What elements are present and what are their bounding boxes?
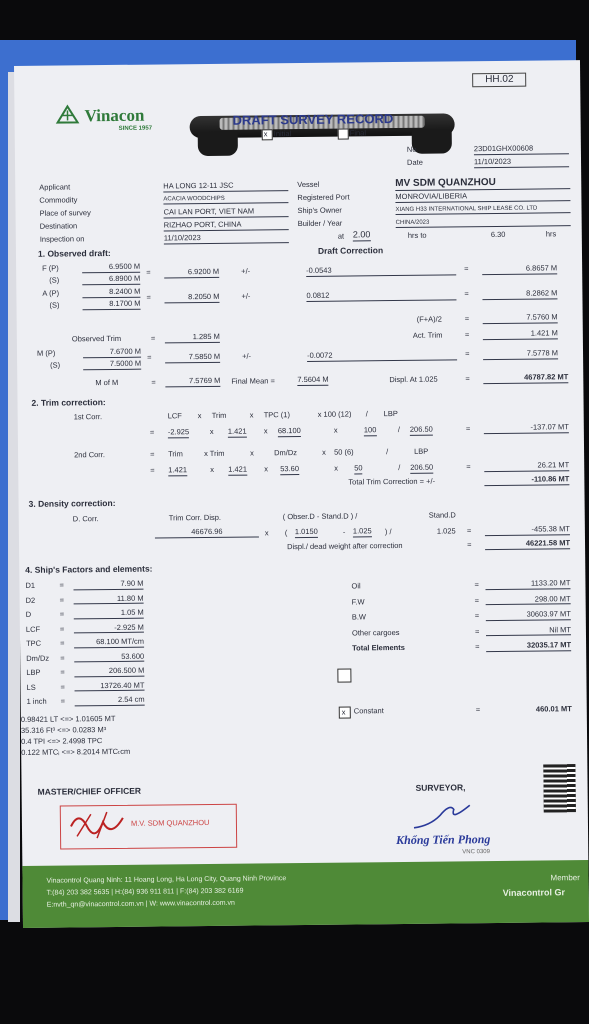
constant-check-mark: x (341, 707, 346, 717)
factor-label: D1 (25, 580, 36, 590)
f-correction-value: -0.0543 (306, 265, 456, 276)
conversion-row: 0.4 TPI <=> 2.4998 TPC (21, 736, 103, 746)
a-correction-value: 0.0812 (306, 290, 456, 301)
m-pm: +/- (242, 351, 252, 361)
dcorr-label: D. Corr. (72, 514, 99, 524)
first-corr-header-term: x (249, 410, 254, 420)
total-trim-value: -110.86 MT (484, 475, 569, 485)
footer-phone: T:(84) 203 382 5635 | H:(84) 936 911 811 | F:(84) 203 382 6169 (46, 887, 244, 897)
as-label: (S) (49, 300, 60, 310)
vessel-value: MV SDM QUANZHOU (395, 177, 570, 191)
a-pm: +/- (241, 291, 251, 301)
applicant-label: Applicant (39, 182, 71, 192)
first-corr-value-term: x (263, 426, 268, 436)
second-corr-value-term: x (210, 464, 215, 474)
second-corr-value-term: 206.50 (410, 462, 434, 472)
commodity-value: ACACIA WOODCHIPS (163, 195, 288, 204)
trim-disp-label: Trim Corr. Disp. (168, 512, 222, 523)
factor-value: -2.925 M (74, 623, 144, 633)
density-x: x (264, 528, 269, 538)
factor-eq: = (60, 653, 65, 663)
constant-value: 460.01 MT (535, 704, 572, 714)
factor-eq: = (60, 682, 65, 692)
fa2-value: 7.5760 M (483, 313, 558, 323)
ms-label: (S) (50, 360, 61, 370)
c1-eq: = (149, 427, 155, 437)
first-corr-header-term: / (365, 409, 368, 419)
m-res-eq: = (464, 349, 470, 359)
factor-eq: = (60, 696, 66, 706)
doc-code: HH.02 (472, 73, 527, 88)
obs-trim-eq: = (150, 333, 156, 343)
total-elements-value: 32035.17 MT (486, 641, 571, 651)
master-signature-icon (67, 808, 127, 845)
at-label: at (337, 231, 345, 241)
f-mean-value: 6.9200 M (164, 268, 219, 278)
first-corr-value-term: -2.925 (167, 427, 190, 437)
element-value: 298.00 MT (486, 595, 571, 605)
element-label: F.W (351, 596, 365, 606)
factor-label: LS (26, 682, 36, 692)
mofm-value: 7.5769 M (165, 377, 220, 387)
factor-value: 7.90 M (73, 580, 143, 590)
displ-after-eq: = (466, 540, 472, 550)
first-corr-result: -137.07 MT (484, 423, 569, 433)
destination-label: Destination (39, 221, 78, 231)
first-corr-header-term: LBP (383, 408, 398, 419)
first-corr-header-term: x (197, 411, 202, 421)
vessel-label: Vessel (297, 179, 320, 190)
second-corr-header-term: 50 (6) (334, 447, 354, 457)
f-result-value: 6.8657 M (482, 264, 557, 274)
final-checkbox[interactable] (338, 128, 349, 139)
factor-label: D2 (25, 595, 36, 605)
second-corr-header-term: x (322, 447, 326, 457)
ms-value: 7.5000 M (83, 360, 141, 370)
second-corr-header-term: / (386, 447, 389, 457)
act-trim-eq: = (464, 330, 470, 340)
second-corr-value-term: 50 (354, 463, 363, 473)
builder-value: CHINA/2023 (396, 218, 571, 228)
standard-density: 1.025 (352, 526, 372, 536)
first-corr-value-term: 68.100 (277, 426, 301, 436)
qr-code-icon (543, 764, 576, 812)
fs-value: 6.8900 M (82, 275, 140, 285)
total-elements-eq: = (475, 642, 480, 652)
footer-member: Member (550, 873, 580, 883)
at-value: 2.00 (352, 229, 371, 240)
first-corr-value-term: 206.50 (409, 424, 433, 434)
total-elements-label: Total Elements (352, 642, 405, 653)
c2-head-eq: = (150, 449, 155, 459)
commodity-label: Commodity (39, 195, 78, 205)
footer-office: Vinacontrol Quang Ninh: 11 Hoang Long, Ha Long City, Quang Ninh Province (46, 875, 287, 885)
c2-res-eq: = (466, 462, 471, 472)
factor-eq: = (59, 580, 64, 590)
form-title: DRAFT SURVEY RECORD (232, 111, 394, 128)
density-formula-header: ( Obser.D - Stand.D ) / (282, 511, 358, 522)
owner-value: XIANG H33 INTERNATIONAL SHIP LEASE CO. LTD (395, 205, 570, 215)
brand-name: Vinacon (84, 105, 145, 126)
owner-label: Ship's Owner (297, 205, 342, 216)
displ-value: 46787.82 MT (483, 373, 568, 383)
first-corr-value-term: / (397, 424, 400, 435)
stamp-text: M.V. SDM QUANZHOU (130, 817, 210, 828)
final-mean-value: 7.5604 M (297, 374, 329, 385)
ap-value: 8.2400 M (82, 288, 140, 298)
factor-eq: = (59, 624, 65, 634)
constant-eq: = (475, 705, 481, 715)
mofm-eq: = (151, 377, 156, 387)
date-value: 11/10/2023 (474, 157, 569, 167)
factor-label: LCF (25, 624, 41, 634)
fs-label: (S) (49, 275, 60, 285)
f-eq: = (146, 267, 151, 277)
hrs-label: hrs (545, 229, 557, 239)
to-value: 6.30 (490, 229, 506, 240)
displ-label: Displ. At 1.025 (389, 374, 438, 385)
footer-group: Vinacontrol Gr (502, 887, 566, 898)
trim-correction-title: 2. Trim correction: (31, 397, 106, 408)
factor-label: Dm/Dz (26, 653, 50, 663)
second-corr-header-term: LBP (414, 446, 429, 456)
first-corr-value-term: x (333, 425, 338, 435)
footer-bar (22, 860, 589, 928)
final-label: Final (349, 128, 367, 138)
conversion-row: 0.122 MTCᵢ <=> 8.2014 MTCₜcm (21, 746, 131, 757)
density-result: -455.38 MT (485, 525, 570, 535)
no-label: No (406, 144, 417, 154)
element-value: 1133.20 MT (485, 579, 570, 589)
inspection-label: Inspection on (39, 234, 85, 244)
second-corr-value-term: 1.421 (228, 464, 248, 474)
factor-value: 1.05 M (74, 609, 144, 619)
factor-value: 13726.40 MT (74, 681, 144, 691)
surveyor-code: VNC 0309 (462, 849, 490, 856)
factor-value: 206.500 M (74, 667, 144, 677)
factor-label: 1 inch (26, 696, 47, 706)
total-trim-label: Total Trim Correction = +/- (348, 476, 436, 487)
blank-checkbox[interactable] (337, 669, 351, 683)
mp-value: 7.6700 M (83, 348, 141, 358)
a-mean-value: 8.2050 M (164, 293, 219, 303)
second-corr-header-term: x (250, 448, 254, 458)
conversion-row: 35.316 Ft³ <=> 0.0283 M³ (20, 725, 107, 735)
density-correction-title: 3. Density correction: (28, 497, 116, 509)
a-eq: = (146, 292, 151, 302)
element-label: B.W (351, 612, 367, 622)
element-label: Oil (351, 581, 361, 591)
density-eq: = (466, 526, 472, 536)
observed-draft-title: 1. Observed draft: (37, 247, 111, 259)
as-value: 8.1700 M (82, 300, 140, 310)
second-corr-value-term: 1.421 (168, 465, 188, 475)
second-corr-value-term: x (334, 463, 339, 473)
brand-since: SINCE 1957 (118, 125, 153, 132)
master-label: MASTER/CHIEF OFFICER (37, 785, 142, 797)
fp-label: F (P) (42, 263, 59, 273)
hrs-to-label: hrs to (407, 230, 427, 240)
first-corr-value-term: x (209, 426, 214, 436)
second-corr-header-term: x Trim (204, 448, 225, 459)
f-pm: +/- (241, 266, 251, 276)
observed-density: 1.0150 (294, 526, 318, 537)
factor-eq: = (59, 609, 65, 619)
initial-check-mark: x (263, 129, 268, 139)
first-corr-header-term: TPC (1) (263, 410, 290, 420)
builder-label: Builder / Year (297, 218, 343, 229)
element-value: 30603.97 MT (486, 610, 571, 620)
surveyor-name: Khổng Tiến Phong (396, 832, 491, 848)
ap-label: A (P) (42, 288, 60, 298)
obs-trim-label: Observed Trim (71, 333, 122, 344)
second-corr-header-term: Dm/Dz (274, 448, 298, 458)
m-mean-value: 7.5850 M (165, 353, 220, 363)
m-result-value: 7.5778 M (483, 349, 558, 359)
displ-after-value: 46221.58 MT (485, 539, 570, 549)
second-corr-label: 2nd Corr. (74, 450, 105, 460)
first-corr-header-term: LCF (167, 411, 182, 421)
constant-checkbox[interactable] (339, 707, 351, 719)
factor-label: TPC (26, 638, 42, 648)
element-eq: = (474, 611, 480, 621)
element-eq: = (474, 595, 480, 605)
fa2-eq: = (464, 314, 470, 324)
m-eq: = (147, 352, 152, 362)
first-corr-value-term: 100 (363, 425, 377, 435)
second-corr-header-term: Trim (168, 449, 183, 459)
element-eq: = (474, 580, 479, 590)
factor-label: LBP (26, 667, 41, 677)
applicant-value: HA LONG 12-11 JSC (163, 181, 288, 192)
surveyor-label: SURVEYOR, (415, 782, 466, 793)
c2-eq: = (150, 465, 155, 475)
element-eq: = (474, 626, 480, 636)
final-mean-label: Final Mean = (231, 376, 275, 386)
port-value: MONROVIA/LIBERIA (395, 191, 570, 202)
density-open-paren: ( (284, 528, 288, 538)
surveyor-signature-icon (410, 797, 480, 834)
second-corr-result: 26.21 MT (484, 461, 569, 471)
vinacontrol-logo-icon (56, 105, 78, 123)
factor-label: D (25, 609, 32, 619)
trim-disp-value: 46676.96 (155, 527, 259, 538)
first-corr-header-term: x 100 (12) (317, 409, 352, 419)
first-corr-header-term: Trim (211, 410, 227, 420)
second-corr-value-term: 53.60 (280, 464, 300, 474)
a-res-eq: = (464, 289, 469, 299)
factor-value: 11.80 M (74, 594, 144, 604)
vessel-stamp (60, 804, 237, 850)
mp-label: M (P) (36, 348, 56, 358)
fp-value: 6.9500 M (82, 263, 140, 273)
obs-trim-value: 1.285 M (165, 333, 220, 343)
element-label: Other cargoes (351, 627, 400, 637)
place-label: Place of survey (39, 208, 91, 218)
factor-value: 68.100 MT/cm (74, 638, 144, 648)
factor-value: 53.600 (74, 652, 144, 662)
factor-eq: = (60, 667, 65, 677)
standard-density-2: 1.025 (436, 526, 456, 536)
act-trim-value: 1.421 M (483, 329, 558, 339)
density-minus: - (342, 527, 346, 537)
density-close-paren: ) / (384, 527, 392, 537)
place-value: CAI LAN PORT, VIET NAM (163, 207, 288, 218)
factor-value: 2.54 cm (75, 696, 145, 706)
date-label: Date (406, 157, 423, 167)
element-value: Nil MT (486, 626, 571, 636)
first-corr-value-term: 1.421 (227, 426, 247, 436)
mofm-label: M of M (95, 377, 119, 388)
f-res-eq: = (464, 264, 469, 274)
initial-checkbox[interactable] (262, 129, 273, 140)
factors-title: 4. Ship's Factors and elements: (25, 563, 153, 575)
initial-label: Initial (273, 129, 292, 139)
destination-value: RIZHAO PORT, CHINA (164, 220, 289, 231)
act-trim-label: Act. Trim (412, 330, 443, 340)
no-value: 23D01GHX00608 (474, 144, 569, 154)
displ-eq: = (465, 374, 470, 384)
factor-eq: = (59, 638, 65, 648)
c1-res-eq: = (465, 424, 471, 434)
factor-eq: = (59, 595, 65, 605)
stand-d-label: Stand.D (428, 510, 456, 520)
constant-label: Constant (353, 706, 384, 716)
survey-paper (14, 60, 589, 928)
draft-correction-label: Draft Correction (317, 245, 384, 256)
first-corr-label: 1st Corr. (73, 412, 103, 422)
port-label: Registered Port (297, 192, 350, 203)
conversion-row: 0.98421 LT <=> 1.01605 MT (20, 713, 116, 724)
second-corr-value-term: x (264, 464, 269, 474)
second-corr-value-term: / (398, 462, 401, 472)
a-result-value: 8.2862 M (482, 289, 557, 299)
fa2-label: (F+A)/2 (416, 314, 442, 324)
inspection-value: 11/10/2023 (164, 233, 289, 244)
footer-web: E:nvth_qn@vinacontrol.com.vn | W: www.vinacontrol.com.vn (46, 899, 235, 909)
displ-after-label: Displ./ dead weight after correction (287, 540, 403, 552)
m-correction-value: -0.0072 (307, 350, 457, 361)
